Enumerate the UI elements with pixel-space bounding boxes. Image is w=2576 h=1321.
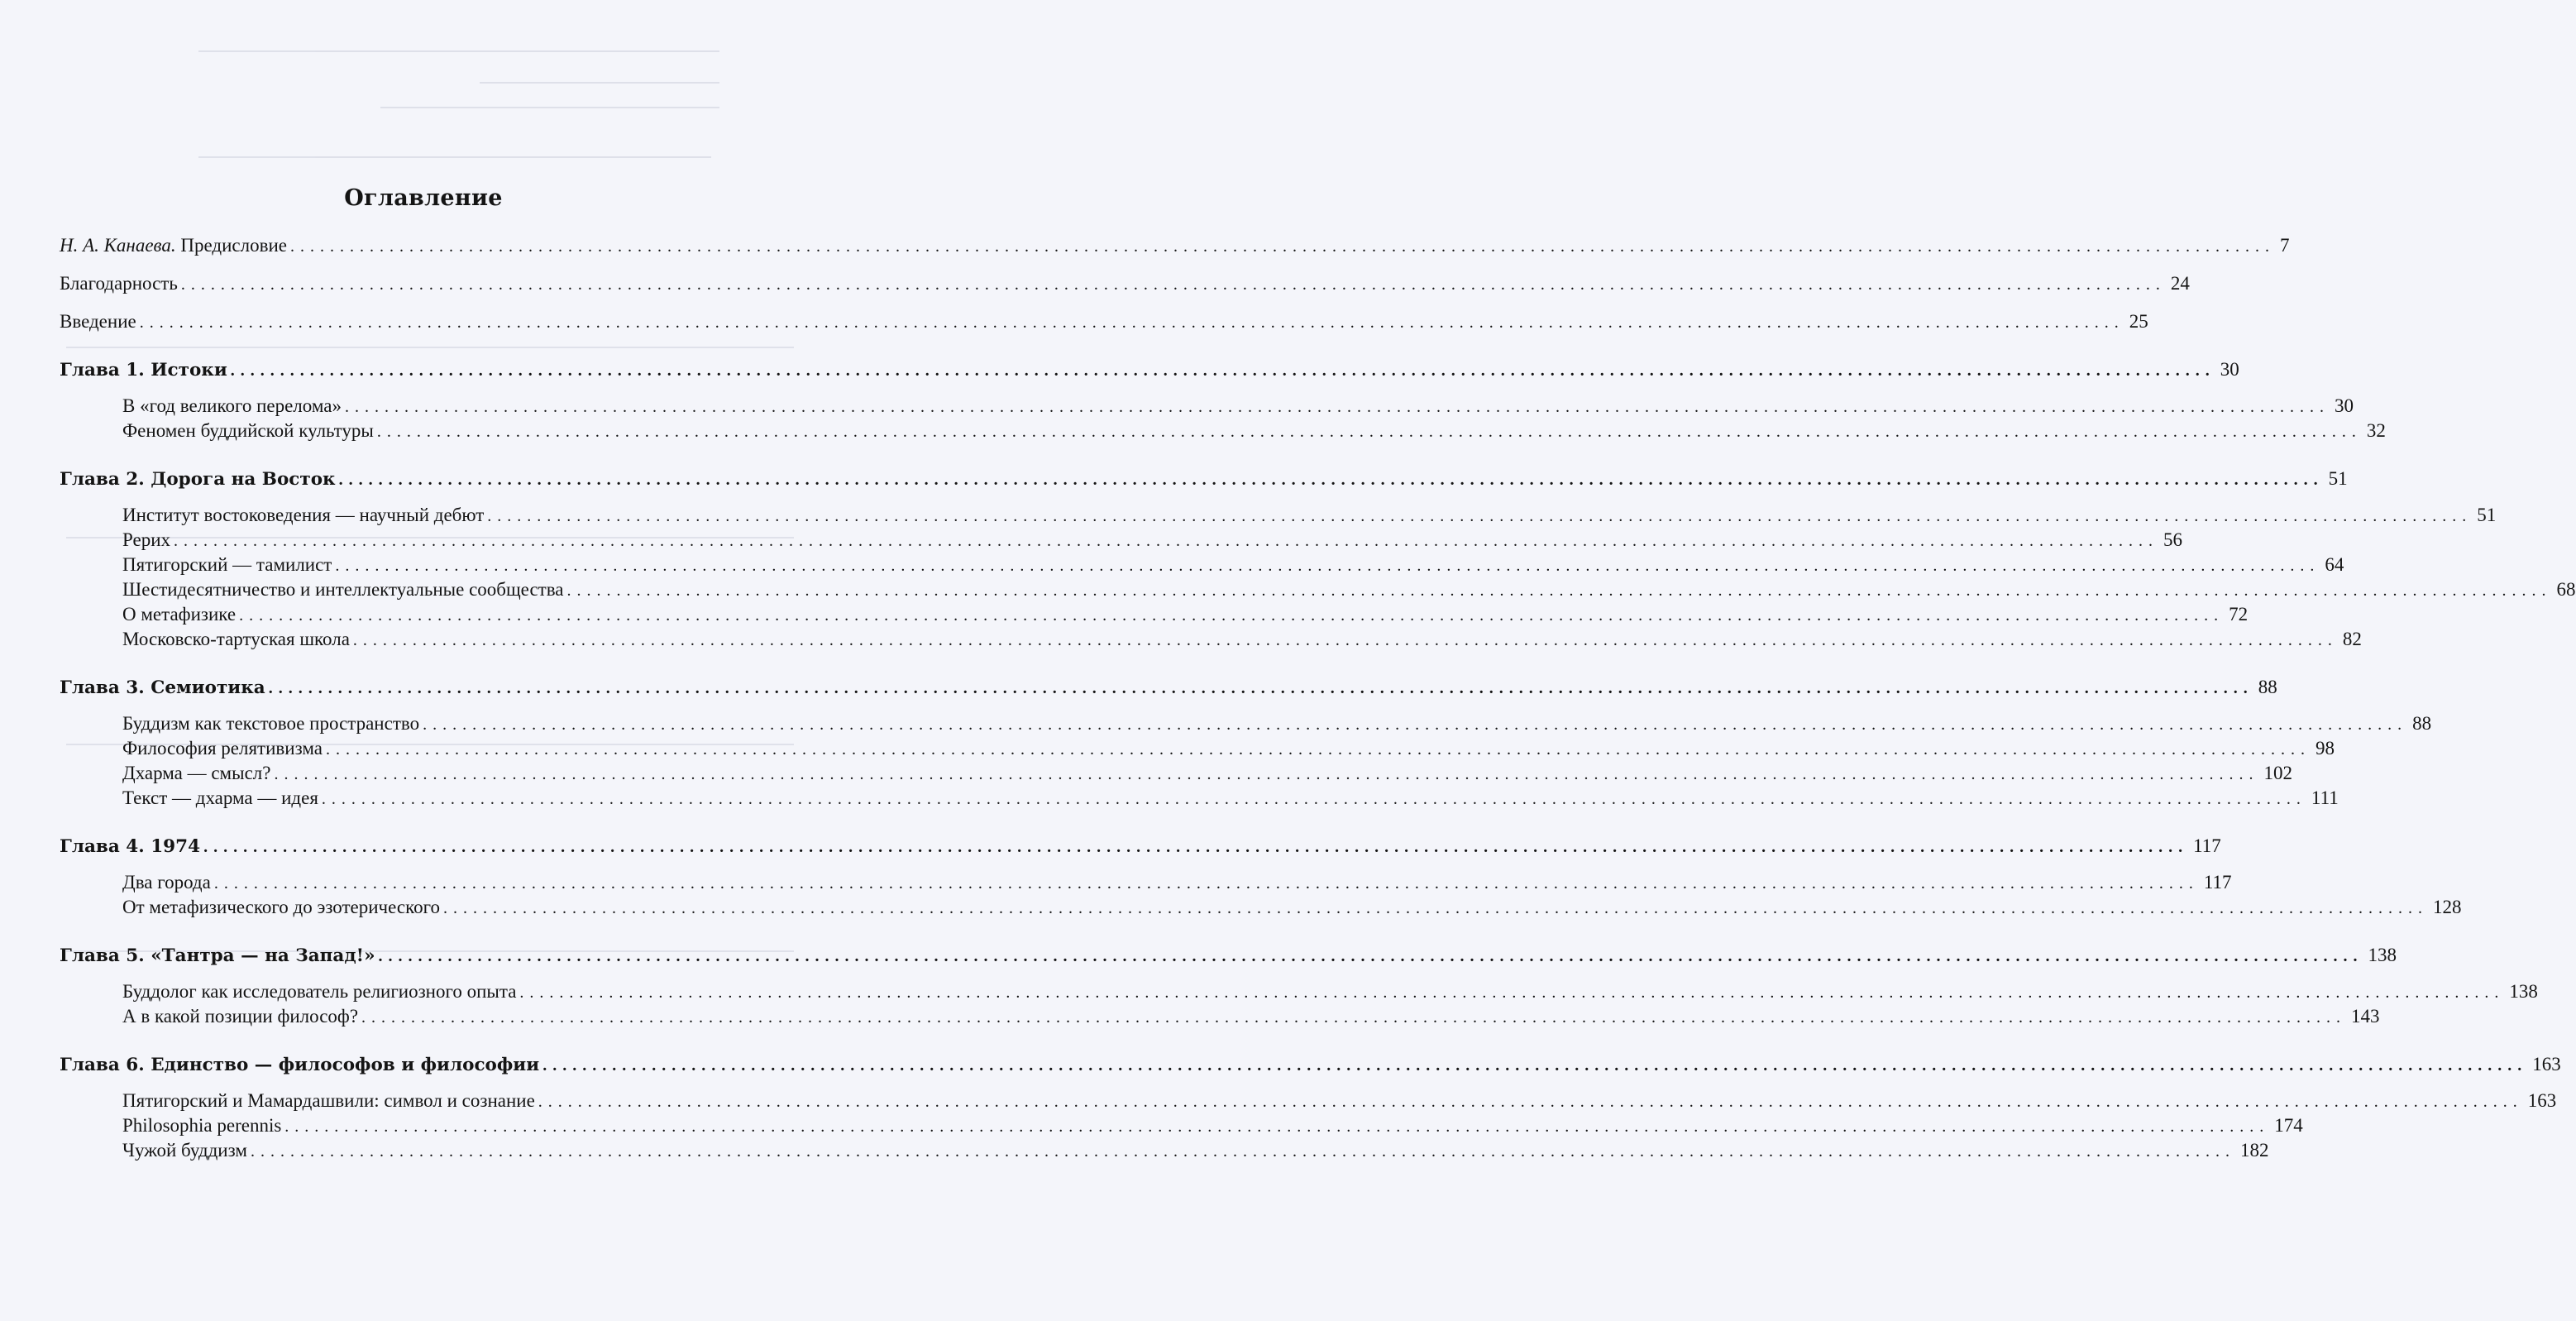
entry-label: Philosophia perennis <box>122 1115 282 1136</box>
page-number: 82 <box>2342 629 2362 649</box>
page-number: 88 <box>2412 713 2432 734</box>
page-title: Оглавление <box>344 185 503 211</box>
dot-leader: ........................................................................................................................................................................................................ <box>338 471 2324 489</box>
entry-label: Глава 4. 1974 <box>60 836 201 857</box>
dot-leader: ........................................................................................................................................................................................................ <box>174 532 2159 550</box>
page-number: 24 <box>2170 273 2190 294</box>
dot-leader: ........................................................................................................................................................................................................ <box>566 582 2552 600</box>
entry-label: Глава 3. Семиотика <box>60 677 265 698</box>
entry-label: Дхарма — смысл? <box>122 763 271 783</box>
chapter-entry <box>60 675 2277 700</box>
section-entry <box>60 736 2335 761</box>
entry-label: Шестидесятничество и интеллектуальные сообщества <box>122 579 564 600</box>
page-number: 56 <box>2163 529 2183 550</box>
entry-label: Введение <box>60 311 136 332</box>
page-number: 98 <box>2315 738 2335 759</box>
entry-label: Два города <box>122 872 211 893</box>
chapter-entry <box>60 1052 2561 1077</box>
dot-leader: ........................................................................................................................................................................................................ <box>344 398 2330 416</box>
spacer <box>60 443 787 467</box>
section-entry <box>60 711 2432 736</box>
page-number: 117 <box>2203 872 2232 893</box>
entry-label: Текст — дхарма — идея <box>122 787 318 808</box>
section-entry <box>60 602 2249 627</box>
entry-label: Философия релятивизма <box>122 738 323 759</box>
page-number: 182 <box>2239 1140 2269 1161</box>
section-entry <box>60 870 2232 895</box>
dot-leader: ........................................................................................................................................................................................................ <box>361 1008 2347 1027</box>
spacer <box>60 968 787 979</box>
page-number: 7 <box>2279 235 2290 256</box>
front-entry <box>60 233 2290 258</box>
entry-label: А в какой позиции философ? <box>122 1006 359 1027</box>
dot-leader: ........................................................................................................................................................................................................ <box>321 790 2306 808</box>
dot-leader: ........................................................................................................................................................................................................ <box>274 765 2259 783</box>
dot-leader: ........................................................................................................................................................................................................ <box>442 899 2428 917</box>
page-number: 88 <box>2258 677 2277 697</box>
page-number: 163 <box>2527 1090 2557 1111</box>
section-entry <box>60 553 2344 577</box>
page-number: 30 <box>2220 359 2239 380</box>
section-entry <box>60 979 2538 1004</box>
dot-leader: ........................................................................................................................................................................................................ <box>538 1093 2523 1111</box>
dot-leader: ........................................................................................................................................................................................................ <box>230 361 2215 380</box>
page-number: 138 <box>2509 981 2538 1002</box>
page-number: 143 <box>2351 1006 2380 1027</box>
dot-leader: ........................................................................................................................................................................................................ <box>325 740 2311 759</box>
spacer <box>60 920 787 943</box>
section-entry <box>60 1089 2557 1113</box>
dot-leader: ........................................................................................................................................................................................................ <box>423 716 2408 734</box>
dot-leader: ........................................................................................................................................................................................................ <box>378 947 2363 965</box>
chapters-list <box>60 334 2576 1163</box>
spacer <box>60 700 787 711</box>
spacer <box>60 1029 787 1052</box>
dot-leader: ........................................................................................................................................................................................................ <box>250 1142 2235 1161</box>
page-number: 138 <box>2368 945 2397 965</box>
entry-label: Глава 5. «Тантра — на Запад!» <box>60 945 375 966</box>
spacer <box>60 382 787 394</box>
page-number: 102 <box>2263 763 2292 783</box>
section-entry <box>60 1004 2380 1029</box>
page-number: 117 <box>2193 835 2221 856</box>
entry-label: Глава 1. Истоки <box>60 360 227 381</box>
section-entry <box>60 761 2292 786</box>
entry-label <box>60 233 287 258</box>
dot-leader: ........................................................................................................................................................................................................ <box>139 313 2124 332</box>
section-entry <box>60 1113 2303 1138</box>
spacer <box>60 1077 787 1089</box>
spacer <box>60 334 787 357</box>
dot-leader: ........................................................................................................................................................................................................ <box>239 606 2225 625</box>
page-number: 51 <box>2328 468 2348 489</box>
dot-leader: ........................................................................................................................................................................................................ <box>289 237 2275 256</box>
spacer <box>60 652 787 675</box>
section-entry <box>60 419 2386 443</box>
entry-label: Феномен буддийской культуры <box>122 420 374 441</box>
dot-leader: ........................................................................................................................................................................................................ <box>213 874 2199 893</box>
chapter-entry <box>60 943 2397 968</box>
entry-label: Институт востоковедения — научный дебют <box>122 505 485 525</box>
page-number: 174 <box>2274 1115 2303 1136</box>
dot-leader: ........................................................................................................................................................................................................ <box>203 838 2189 856</box>
table-of-contents <box>60 184 2576 1163</box>
page-number: 72 <box>2229 604 2249 625</box>
chapter-entry <box>60 357 2239 382</box>
section-entry <box>60 627 2362 652</box>
front-entry <box>60 309 2148 334</box>
section-entry <box>60 577 2576 602</box>
section-entry <box>60 786 2339 811</box>
entry-label: О метафизике <box>122 604 237 625</box>
entry-label: Буддолог как исследователь религиозного опыта <box>122 981 517 1002</box>
front-entry <box>60 271 2190 296</box>
entry-label: Буддизм как текстовое пространство <box>122 713 420 734</box>
chapter-entry <box>60 834 2221 859</box>
entry-label: Чужой буддизм <box>122 1140 247 1161</box>
section-entry <box>60 503 2497 528</box>
page-number: 111 <box>2311 787 2339 808</box>
section-entry <box>60 895 2462 920</box>
entry-title: Предисловие <box>180 235 287 256</box>
page-number: 64 <box>2325 554 2344 575</box>
spacer <box>60 258 787 271</box>
dot-leader: ........................................................................................................................................................................................................ <box>352 631 2338 649</box>
entry-author: Н. А. Канаева. <box>60 235 176 256</box>
dot-leader: ........................................................................................................................................................................................................ <box>487 507 2473 525</box>
dot-leader: ........................................................................................................................................................................................................ <box>542 1056 2528 1075</box>
dot-leader: ........................................................................................................................................................................................................ <box>268 679 2253 697</box>
page-number: 25 <box>2129 311 2148 332</box>
page-number: 163 <box>2532 1054 2561 1075</box>
spacer <box>60 491 787 503</box>
section-entry <box>60 394 2354 419</box>
entry-label: Пятигорский — тамилист <box>122 554 332 575</box>
chapter-entry <box>60 467 2348 491</box>
dot-leader: ........................................................................................................................................................................................................ <box>284 1118 2270 1136</box>
page-number: 68 <box>2556 579 2576 600</box>
entry-label: Московско-тартуская школа <box>122 629 350 649</box>
section-entry <box>60 528 2183 553</box>
dot-leader: ........................................................................................................................................................................................................ <box>376 423 2362 441</box>
dot-leader: ........................................................................................................................................................................................................ <box>519 984 2505 1002</box>
entry-label: Рерих <box>122 529 171 550</box>
front-matter <box>60 233 2290 334</box>
spacer <box>60 811 787 834</box>
entry-label: В «год великого перелома» <box>122 395 342 416</box>
page-number: 128 <box>2432 897 2462 917</box>
spacer <box>60 859 787 870</box>
dot-leader: ........................................................................................................................................................................................................ <box>180 275 2166 294</box>
spacer <box>60 296 787 309</box>
entry-label: Благодарность <box>60 273 178 294</box>
page-number: 51 <box>2477 505 2497 525</box>
page-number: 32 <box>2366 420 2386 441</box>
entry-label: Глава 6. Единство — философов и философии <box>60 1055 540 1075</box>
section-entry <box>60 1138 2269 1163</box>
page-number: 30 <box>2334 395 2354 416</box>
dot-leader: ........................................................................................................................................................................................................ <box>335 557 2320 575</box>
entry-label: Глава 2. Дорога на Восток <box>60 469 336 490</box>
entry-label: Пятигорский и Мамардашвили: символ и сознание <box>122 1090 535 1111</box>
entry-label: От метафизического до эзотерического <box>122 897 440 917</box>
